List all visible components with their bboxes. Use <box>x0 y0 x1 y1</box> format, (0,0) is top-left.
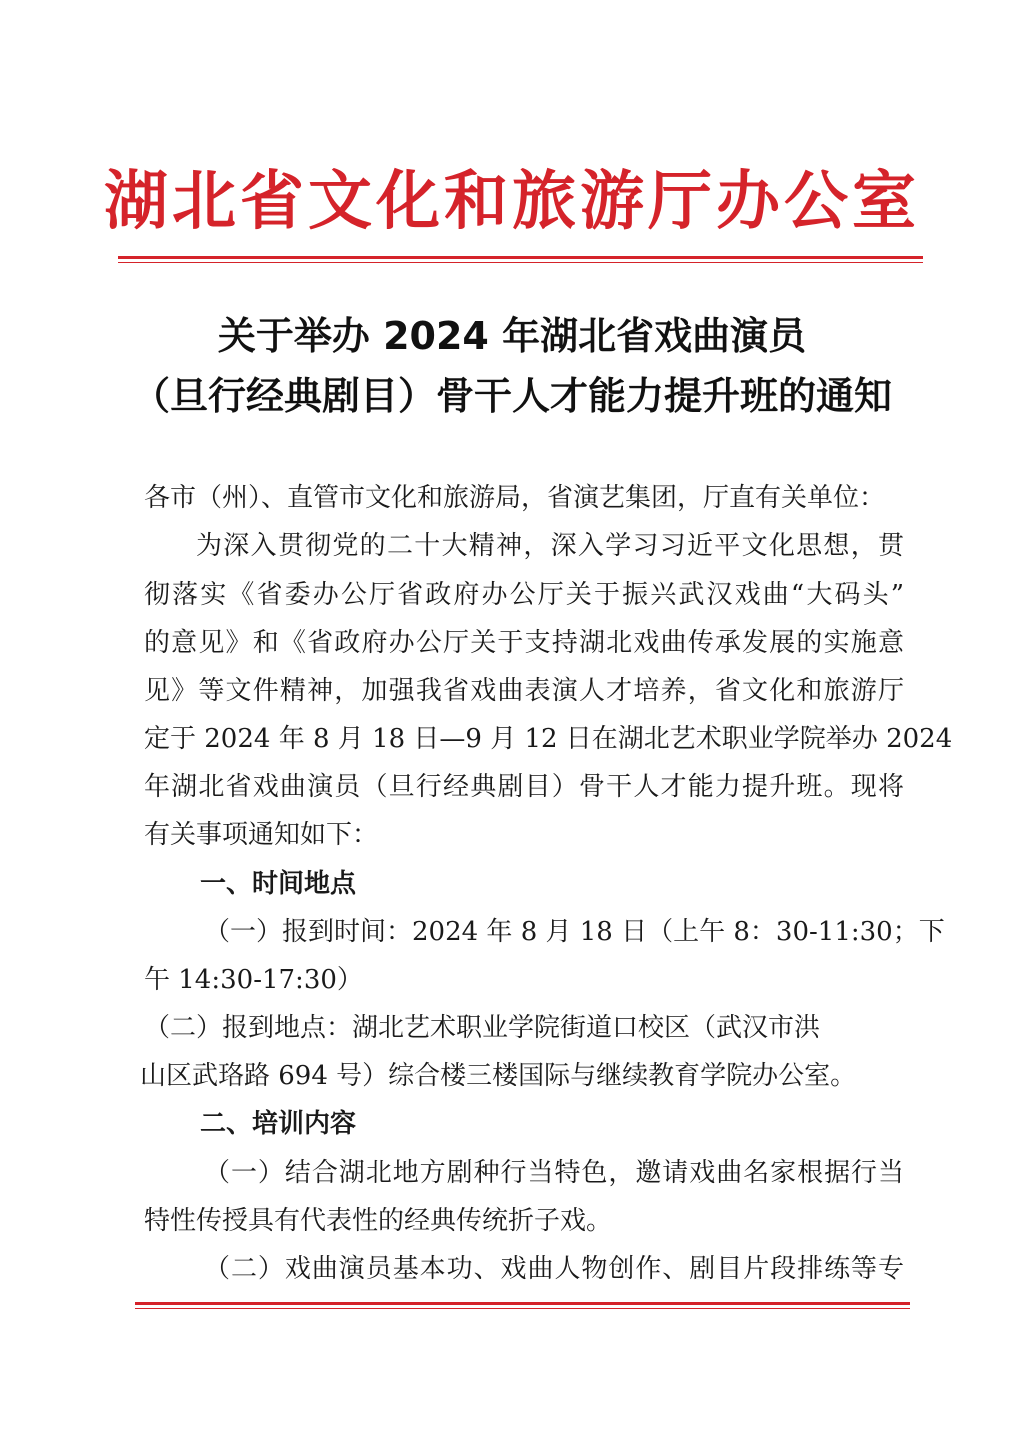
section-heading-time-place: 一、时间地点 <box>200 869 357 899</box>
report-location-line: （二）报到地点：湖北艺术职业学院街道口校区（武汉市洪 <box>144 1013 821 1043</box>
training-content-line: （一）结合湖北地方剧种行当特色，邀请戏曲名家根据行当 <box>204 1158 904 1188</box>
intro-line: 的意见》和《省政府办公厅关于支持湖北戏曲传承发展的实施意 <box>144 628 904 658</box>
intro-line: 见》等文件精神，加强我省戏曲表演人才培养，省文化和旅游厅 <box>144 676 904 706</box>
section-heading-training-content: 二、培训内容 <box>200 1109 357 1139</box>
intro-line: 有关事项通知如下： <box>144 820 379 850</box>
report-time-line: （一）报到时间：2024 年 8 月 18 日（上午 8：30-11:30；下 <box>204 917 945 947</box>
header-red-rule <box>118 256 923 263</box>
intro-line: 年湖北省戏曲演员（旦行经典剧目）骨干人才能力提升班。现将 <box>144 772 904 802</box>
header-rule-thin <box>118 262 923 263</box>
document-title-line-2: （旦行经典剧目）骨干人才能力提升班的通知 <box>131 374 892 418</box>
intro-line: 为深入贯彻党的二十大精神，深入学习习近平文化思想，贯 <box>196 531 904 561</box>
report-location-line: 山区武珞路 694 号）综合楼三楼国际与继续教育学院办公室。 <box>140 1061 857 1091</box>
document-title-line-1: 关于举办 2024 年湖北省戏曲演员 <box>217 314 807 358</box>
footer-red-rule <box>135 1302 910 1309</box>
training-content-line: （二）戏曲演员基本功、戏曲人物创作、剧目片段排练等专 <box>204 1254 904 1284</box>
issuing-office-title: 湖北省文化和旅游厅办公室 <box>104 165 920 239</box>
salutation: 各市（州）、直管市文化和旅游局，省演艺集团，厅直有关单位： <box>144 483 886 513</box>
intro-line: 定于 2024 年 8 月 18 日—9 月 12 日在湖北艺术职业学院举办 2024 <box>144 724 953 754</box>
header-rule-thick <box>118 256 923 259</box>
intro-line: 彻落实《省委办公厅省政府办公厅关于振兴武汉戏曲“大码头” <box>144 580 904 610</box>
report-time-line: 午 14:30-17:30） <box>144 965 363 995</box>
training-content-line: 特性传授具有代表性的经典传统折子戏。 <box>144 1206 613 1236</box>
footer-rule-thick <box>135 1302 910 1305</box>
footer-rule-thin <box>135 1308 910 1309</box>
